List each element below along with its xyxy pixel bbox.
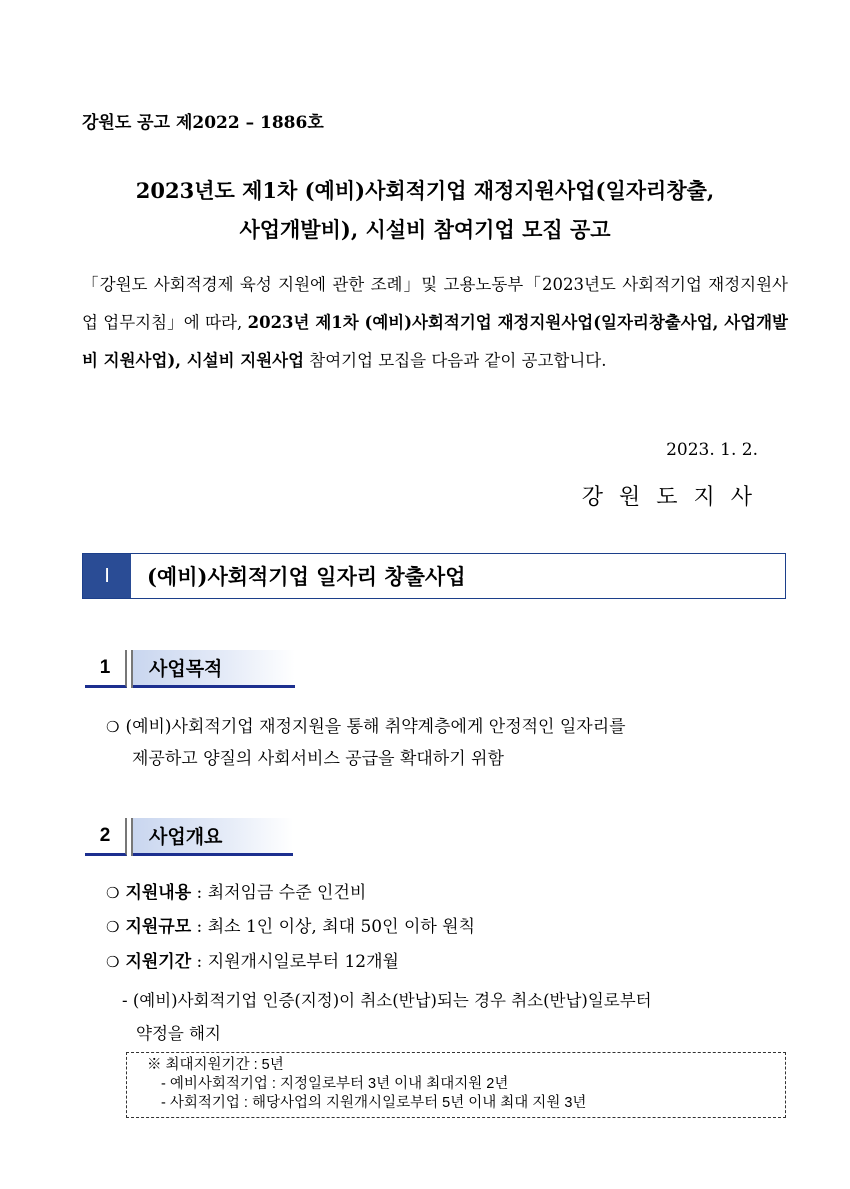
intro-text-2: 참여기업 모집을 다음과 같이 공고합니다. bbox=[304, 351, 607, 370]
termination-note bbox=[122, 984, 788, 1050]
subsection-number: 1 bbox=[85, 650, 127, 688]
notice-number: 강원도 공고 제2022 – 1886호 bbox=[82, 113, 324, 133]
box-line-1: - 예비사회적기업 : 지정일로부터 3년 이내 최대지원 2년 bbox=[161, 1076, 509, 1092]
page-title-line-2: 사업개발비), 시설비 참여기업 모집 공고 bbox=[239, 217, 611, 242]
purpose-line-2: 제공하고 양질의 사회서비스 공급을 확대하기 위함 bbox=[132, 749, 504, 769]
max-support-period-box bbox=[126, 1052, 786, 1118]
circle-bullet-icon: ❍ bbox=[106, 918, 120, 936]
issuer-name: 강원도지사 bbox=[581, 485, 768, 510]
overview-item bbox=[106, 946, 788, 978]
overview-value: : 지원개시일로부터 12개월 bbox=[191, 952, 399, 972]
circle-bullet-icon: ❍ bbox=[106, 884, 120, 902]
section-label: (예비)사회적기업 일자리 창출사업 bbox=[147, 564, 466, 589]
note-line-2: 약정을 해지 bbox=[136, 1024, 221, 1043]
announcement-date: 2023. 1. 2. bbox=[666, 440, 758, 460]
subsection-label: 사업목적 bbox=[133, 650, 295, 688]
overview-item bbox=[106, 877, 788, 909]
page-title-line-1: 2023년도 제1차 (예비)사회적기업 재정지원사업(일자리창출, bbox=[135, 178, 715, 203]
circle-bullet-icon: ❍ bbox=[106, 718, 120, 736]
box-line-2: - 사회적기업 : 해당사업의 지원개시일로부터 5년 이내 최대 지원 3년 bbox=[161, 1095, 587, 1111]
box-title: ※ 최대지원기간 : 5년 bbox=[147, 1057, 284, 1073]
subsection-heading-purpose bbox=[85, 650, 295, 688]
subsection-label: 사업개요 bbox=[133, 818, 293, 856]
subsection-heading-overview bbox=[85, 818, 293, 856]
section-heading-1 bbox=[82, 553, 786, 599]
overview-key: 지원규모 bbox=[125, 917, 192, 937]
overview-item bbox=[106, 911, 788, 943]
circle-bullet-icon: ❍ bbox=[106, 953, 120, 971]
intro-text-bold: 2023년 제1차 (예비)사회적기업 재정지원사업(일자리창출사업, 사업개발비 지원사업), 시설비 지원사업 bbox=[82, 313, 788, 370]
overview-value: : 최저임금 수준 인건비 bbox=[191, 883, 367, 903]
purpose-bullet bbox=[106, 711, 788, 775]
intro-paragraph bbox=[82, 266, 788, 380]
intro-text-1: 「강원도 사회적경제 육성 지원에 관한 조례」및 고용노동부「2023년도 사회적기업 재정지원사업 업무지침」에 따라, bbox=[82, 275, 788, 332]
note-line-1: - (예비)사회적기업 인증(지정)이 취소(반납)되는 경우 취소(반납)일로부터 bbox=[122, 991, 652, 1010]
subsection-number: 2 bbox=[85, 818, 127, 856]
section-number: Ⅰ bbox=[83, 554, 131, 598]
purpose-line-1: (예비)사회적기업 재정지원을 통해 취약계층에게 안정적인 일자리를 bbox=[125, 717, 626, 737]
overview-key: 지원기간 bbox=[125, 952, 192, 972]
overview-key: 지원내용 bbox=[125, 883, 192, 903]
overview-value: : 최소 1인 이상, 최대 50인 이하 원칙 bbox=[191, 917, 476, 937]
